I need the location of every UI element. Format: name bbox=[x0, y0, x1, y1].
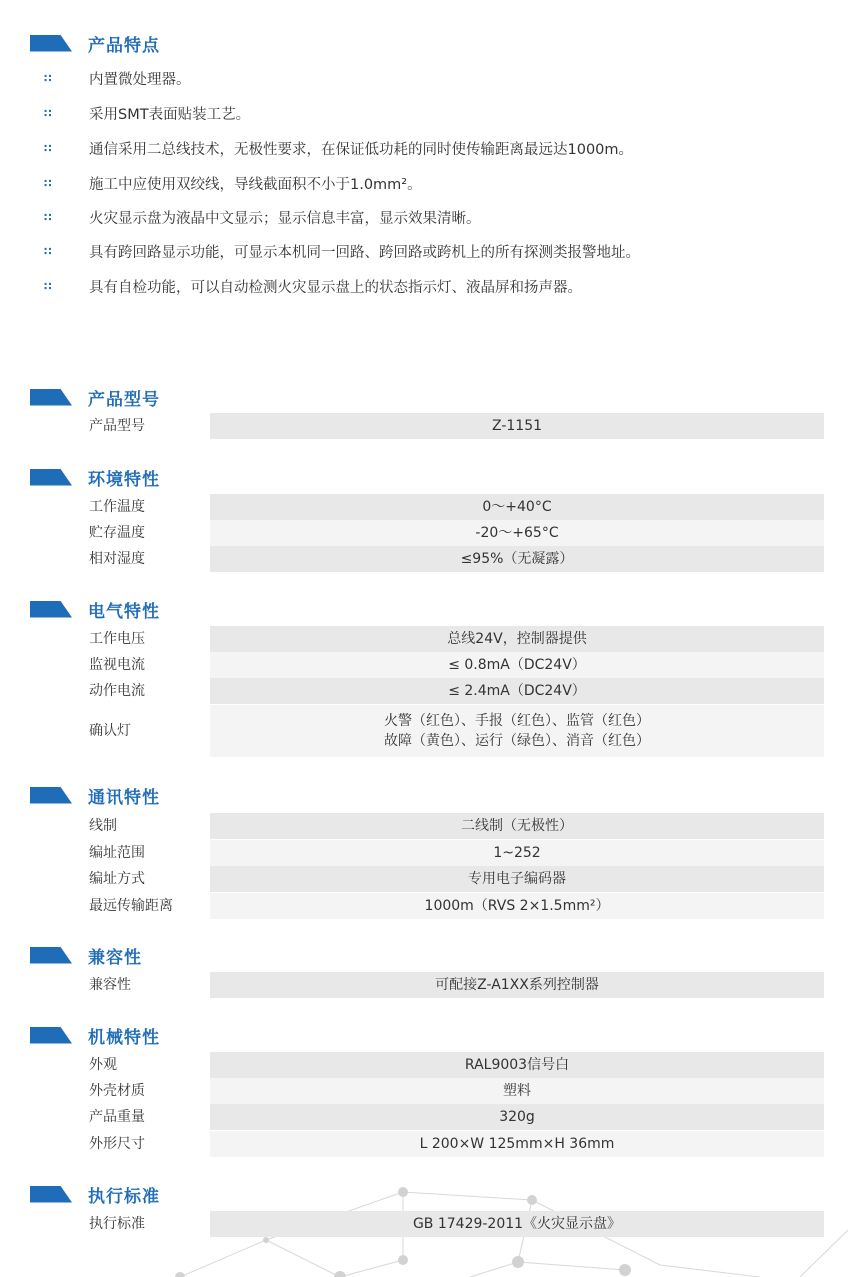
section-title: 环境特性 bbox=[88, 469, 160, 490]
bullet-icon: ∷ bbox=[44, 244, 53, 258]
section-header-mechanical bbox=[30, 1023, 160, 1047]
feature-item bbox=[0, 100, 848, 126]
section-marker-icon bbox=[30, 787, 72, 804]
section-title: 机械特性 bbox=[88, 1027, 160, 1048]
spec-label: 产品型号 bbox=[89, 418, 145, 434]
section-header-compatibility bbox=[30, 943, 142, 967]
section-marker-icon bbox=[30, 469, 72, 486]
spec-value-text: 1~252 bbox=[493, 845, 541, 861]
spec-value bbox=[210, 1211, 824, 1237]
spec-value bbox=[210, 972, 824, 998]
section-marker-icon bbox=[30, 35, 72, 52]
spec-row bbox=[0, 546, 848, 572]
spec-label: 兼容性 bbox=[89, 977, 131, 993]
section-title: 电气特性 bbox=[88, 601, 160, 622]
bullet-icon: ∷ bbox=[44, 176, 53, 190]
section-marker-icon bbox=[30, 389, 72, 406]
spec-label: 外壳材质 bbox=[89, 1083, 145, 1099]
spec-label: 执行标准 bbox=[89, 1216, 145, 1232]
spec-value bbox=[210, 1078, 824, 1104]
feature-text: 具有自检功能，可以自动检测火灾显示盘上的状态指示灯、液晶屏和扬声器。 bbox=[89, 279, 582, 296]
spec-label: 最远传输距离 bbox=[89, 898, 173, 914]
feature-item bbox=[0, 65, 848, 91]
feature-text: 内置微处理器。 bbox=[89, 71, 191, 88]
bullet-icon: ∷ bbox=[44, 71, 53, 85]
spec-row bbox=[0, 972, 848, 998]
spec-value-text: 1000m（RVS 2×1.5mm²） bbox=[424, 898, 610, 914]
spec-row bbox=[0, 1078, 848, 1104]
spec-value bbox=[210, 893, 824, 919]
section-header-model bbox=[30, 385, 160, 409]
spec-row bbox=[0, 413, 848, 439]
spec-value-line: 故障（黄色）、运行（绿色）、消音（红色） bbox=[384, 733, 650, 749]
spec-label: 动作电流 bbox=[89, 683, 145, 699]
spec-value bbox=[210, 705, 824, 757]
spec-value-text: Z-1151 bbox=[491, 418, 543, 434]
feature-item bbox=[0, 204, 848, 230]
spec-value bbox=[210, 520, 824, 546]
spec-row bbox=[0, 678, 848, 704]
spec-value-text: 二线制（无极性） bbox=[461, 818, 573, 834]
spec-row bbox=[0, 520, 848, 546]
spec-value bbox=[210, 413, 824, 439]
spec-value bbox=[210, 866, 824, 892]
spec-row bbox=[0, 705, 848, 757]
spec-label: 贮存温度 bbox=[89, 525, 145, 541]
spec-label: 编址范围 bbox=[89, 845, 145, 861]
section-marker-icon bbox=[30, 947, 72, 964]
spec-label: 外观 bbox=[89, 1057, 117, 1073]
feature-text: 火灾显示盘为液晶中文显示；显示信息丰富，显示效果清晰。 bbox=[89, 210, 481, 227]
spec-row bbox=[0, 1211, 848, 1237]
spec-row bbox=[0, 866, 848, 892]
section-marker-icon bbox=[30, 601, 72, 618]
bullet-icon: ∷ bbox=[44, 141, 53, 155]
spec-value-text: ≤95%（无凝露） bbox=[460, 551, 574, 567]
spec-value-text: 可配接Z-A1XX系列控制器 bbox=[435, 977, 599, 993]
spec-value-line: 火警（红色）、手报（红色）、监管（红色） bbox=[384, 713, 650, 729]
section-title: 产品型号 bbox=[88, 389, 160, 410]
spec-row bbox=[0, 840, 848, 866]
bullet-icon: ∷ bbox=[44, 106, 53, 120]
spec-label: 产品重量 bbox=[89, 1109, 145, 1125]
spec-label: 确认灯 bbox=[89, 723, 131, 739]
section-header-environment bbox=[30, 465, 160, 489]
spec-value-text: 0～+40°C bbox=[482, 499, 552, 515]
spec-value-text: -20～+65°C bbox=[475, 525, 559, 541]
spec-row bbox=[0, 1104, 848, 1130]
spec-value bbox=[210, 652, 824, 678]
spec-label: 工作温度 bbox=[89, 499, 145, 515]
bullet-icon: ∷ bbox=[44, 210, 53, 224]
spec-value bbox=[210, 494, 824, 520]
section-marker-icon bbox=[30, 1027, 72, 1044]
spec-value bbox=[210, 546, 824, 572]
spec-value-text: L 200×W 125mm×H 36mm bbox=[419, 1136, 615, 1152]
spec-label: 编址方式 bbox=[89, 871, 145, 887]
spec-value bbox=[210, 678, 824, 704]
spec-row bbox=[0, 1052, 848, 1078]
feature-text: 通信采用二总线技术，无极性要求，在保证低功耗的同时使传输距离最远达1000m。 bbox=[89, 141, 634, 158]
spec-label: 外形尺寸 bbox=[89, 1136, 145, 1152]
spec-label: 工作电压 bbox=[89, 631, 145, 647]
section-header-electrical bbox=[30, 597, 160, 621]
spec-value-text: ≤ 2.4mA（DC24V） bbox=[448, 683, 586, 699]
spec-value bbox=[210, 813, 824, 839]
spec-value bbox=[210, 626, 824, 652]
spec-value-text: GB 17429-2011《火灾显示盘》 bbox=[412, 1216, 622, 1232]
spec-row bbox=[0, 494, 848, 520]
section-header-communication bbox=[30, 783, 160, 807]
feature-item bbox=[0, 238, 848, 264]
spec-value-text: 总线24V，控制器提供 bbox=[447, 631, 587, 647]
feature-text: 具有跨回路显示功能，可显示本机同一回路、跨回路或跨机上的所有探测类报警地址。 bbox=[89, 244, 640, 261]
spec-row bbox=[0, 652, 848, 678]
spec-value-text: 320g bbox=[499, 1109, 535, 1125]
spec-value bbox=[210, 1104, 824, 1130]
spec-value-text: ≤ 0.8mA（DC24V） bbox=[448, 657, 586, 673]
spec-label: 监视电流 bbox=[89, 657, 145, 673]
spec-row bbox=[0, 626, 848, 652]
feature-item bbox=[0, 170, 848, 196]
spec-row bbox=[0, 893, 848, 919]
section-title: 产品特点 bbox=[88, 35, 160, 56]
feature-item bbox=[0, 273, 848, 299]
spec-row bbox=[0, 1131, 848, 1157]
spec-value bbox=[210, 1052, 824, 1078]
spec-value-text: 塑料 bbox=[503, 1083, 531, 1099]
feature-text: 施工中应使用双绞线，导线截面积不小于1.0mm²。 bbox=[89, 176, 422, 193]
section-header-standard bbox=[30, 1182, 160, 1206]
spec-row bbox=[0, 813, 848, 839]
spec-label: 线制 bbox=[89, 818, 117, 834]
spec-value-text: 专用电子编码器 bbox=[468, 871, 566, 887]
spec-label: 相对湿度 bbox=[89, 551, 145, 567]
section-title: 执行标准 bbox=[88, 1186, 160, 1207]
section-marker-icon bbox=[30, 1186, 72, 1203]
feature-text: 采用SMT表面贴装工艺。 bbox=[89, 106, 251, 123]
spec-value bbox=[210, 1131, 824, 1157]
section-header-features bbox=[30, 31, 160, 55]
section-title: 兼容性 bbox=[88, 947, 142, 968]
spec-value-text: RAL9003信号白 bbox=[464, 1057, 570, 1073]
spec-value bbox=[210, 840, 824, 866]
feature-item bbox=[0, 135, 848, 161]
section-title: 通讯特性 bbox=[88, 787, 160, 808]
bullet-icon: ∷ bbox=[44, 279, 53, 293]
